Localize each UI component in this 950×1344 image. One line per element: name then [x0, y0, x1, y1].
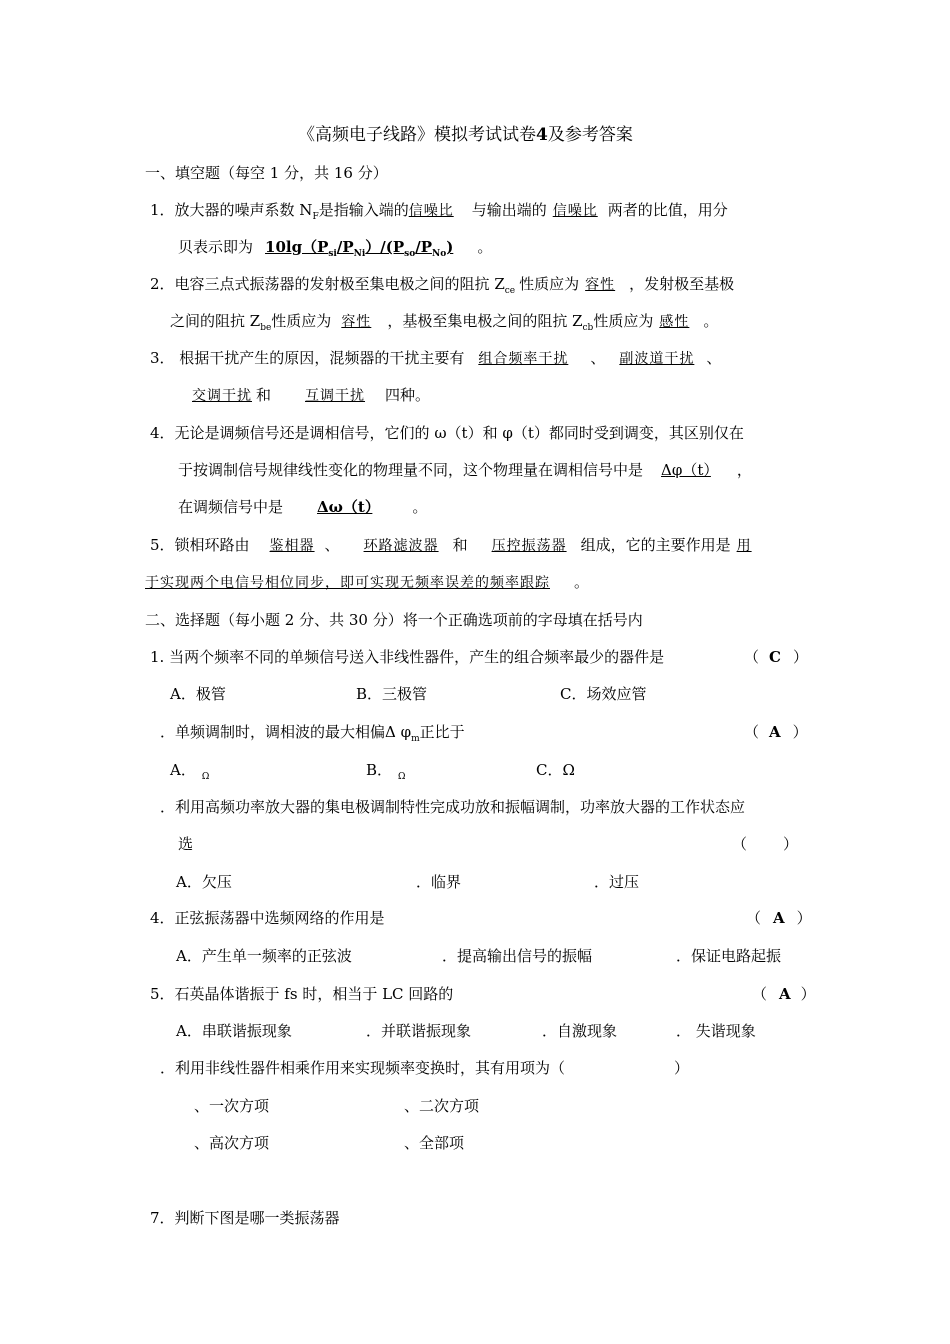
question-text: 性质应为 [593, 312, 654, 330]
section-heading-multiple-choice: 二、选择题（每小题 2 分、共 30 分）将一个正确选项前的字母填在括号内 [145, 611, 643, 629]
question-text: 于按调制信号规律线性变化的物理量不同，这个物理量在调相信号中是 [178, 461, 644, 479]
option-c: C．场效应管 [560, 685, 647, 703]
option-c: ．保证电路起振 [676, 947, 782, 965]
punctuation: 、 [324, 536, 340, 554]
subscript: so [404, 249, 416, 259]
question-text: 在调频信号中是 [178, 498, 284, 516]
question-text: 正比于 [419, 723, 465, 741]
punctuation: 。 [477, 238, 493, 256]
option-d: ． 失谐现象 [676, 1022, 756, 1040]
question-1-line-1 [150, 200, 728, 221]
answer-letter: C [769, 648, 781, 666]
question-text: 3． 根据干扰产生的原因，混频器的干扰主要有 [150, 349, 465, 367]
question-text: ，基极至集电极之间的阻抗 Z [387, 312, 583, 330]
bracket: （ [744, 723, 760, 741]
choice-3-question-cont: 选 [178, 835, 194, 853]
question-4-line-2 [178, 460, 752, 480]
option-label: A． [170, 761, 196, 779]
answer-blank: 容性 [341, 314, 372, 330]
question-text: 与输出端的 [471, 201, 547, 219]
punctuation: ， [736, 461, 752, 479]
question-text: 是指输入端的 [318, 201, 409, 219]
punctuation: 、 [590, 349, 606, 367]
formula-part: ) [446, 238, 454, 256]
question-text: 5．锁相环路由 [150, 536, 250, 554]
option-b: 、二次方项 [404, 1097, 480, 1115]
question-text: 性质应为 [519, 275, 580, 293]
choice-2-question [160, 722, 465, 742]
question-text: 2．电容三点式振荡器的发射极至集电极之间的阻抗 Z [150, 275, 505, 293]
bracket: ） [796, 909, 812, 927]
answer-blank: 副波道干扰 [619, 351, 695, 367]
subscript: Ω [398, 772, 406, 782]
option-a: A．产生单一频率的正弦波 [176, 947, 352, 965]
question-4-line-1: 4．无论是调频信号还是调相信号，它们的 ω（t）和 φ（t）都同时受到调变，其区别仅在 [150, 424, 744, 442]
option-a: A．欠压 [176, 873, 232, 891]
answer-blank: 交调干扰 [192, 388, 252, 404]
choice-6-question: ．利用非线性器件相乘作用来实现频率变换时，其有用项为（ [160, 1059, 566, 1077]
option-a: 、一次方项 [194, 1097, 270, 1115]
answer-blank: Δφ（t） [661, 461, 711, 479]
choice-3-question: ．利用高频功率放大器的集电极调制特性完成功放和振幅调制，功率放大器的工作状态应 [160, 798, 746, 816]
title-suffix: 及参考答案 [547, 125, 633, 145]
punctuation: 。 [703, 312, 719, 330]
question-text: 两者的比值，用分 [607, 201, 728, 219]
option-c: ．自激现象 [542, 1022, 618, 1040]
question-text: 四种。 [385, 386, 431, 404]
answer-letter: A [773, 909, 785, 927]
formula-part: /P [336, 238, 354, 256]
question-4-line-3 [178, 497, 427, 517]
answer-blank: 压控振荡器 [491, 538, 567, 554]
title-number: 4 [536, 125, 548, 145]
answer-blank: 互调干扰 [305, 388, 366, 404]
question-2-line-1 [150, 274, 734, 295]
option-label: B． [366, 761, 393, 779]
question-5-line-1 [150, 535, 752, 556]
bracket: （ [752, 985, 768, 1003]
answer-letter: A [769, 723, 781, 741]
choice-7-question: 7．判断下图是哪一类振荡器 [150, 1209, 340, 1227]
option-b [366, 760, 406, 780]
question-text: ，发射极至基极 [629, 275, 735, 293]
formula-part: /P [415, 238, 432, 256]
question-text: 和 [452, 536, 468, 554]
formula-part: 10lg（P [265, 238, 329, 256]
question-1-line-2 [178, 237, 492, 257]
option-d: 、全部项 [404, 1134, 465, 1152]
question-text: 和 [256, 386, 272, 404]
subscript: F [312, 212, 319, 222]
question-text: 1．放大器的噪声系数 N [150, 201, 313, 219]
bracket: ） [783, 835, 799, 853]
question-text: 之间的阻抗 Z [170, 312, 261, 330]
option-c: ．过压 [594, 873, 640, 891]
question-text: 贝表示即为 [178, 238, 254, 256]
answer-blank: 鉴相器 [269, 538, 315, 554]
question-text: ．单频调制时，调相波的最大相偏Δ φ [160, 723, 412, 741]
option-a: A．极管 [170, 685, 226, 703]
answer-blank: 信噪比 [408, 203, 454, 219]
bracket: （ [746, 909, 762, 927]
answer-letter: A [779, 985, 791, 1003]
subscript: ce [504, 286, 516, 296]
question-3-line-2 [186, 385, 430, 406]
answer-blank [253, 238, 477, 259]
question-5-line-2 [145, 572, 589, 593]
punctuation: 。 [412, 498, 428, 516]
option-b: ．提高输出信号的振幅 [442, 947, 593, 965]
subscript: Ni [353, 249, 366, 259]
answer-blank: 感性 [659, 314, 690, 330]
bracket: ） [792, 723, 808, 741]
answer-blank: 容性 [585, 277, 616, 293]
formula-part: ）/(P [365, 238, 405, 256]
answer-blank: 信噪比 [552, 203, 598, 219]
bracket: （ [744, 648, 760, 666]
answer-bracket [744, 722, 808, 742]
option-b: ．临界 [416, 873, 462, 891]
option-c: C．Ω [536, 761, 575, 779]
answer-blank: 环路滤波器 [363, 538, 439, 554]
bracket: ） [674, 1059, 690, 1077]
punctuation: 、 [706, 349, 722, 367]
answer-blank: Δω（t） [317, 498, 373, 516]
option-b: B．三极管 [356, 685, 428, 703]
answer-blank: 组合频率干扰 [478, 351, 569, 367]
bracket: （ [732, 835, 748, 853]
choice-1-question: 1. 当两个频率不同的单频信号送入非线性器件，产生的组合频率最少的器件是 [150, 648, 665, 666]
option-c: 、高次方项 [194, 1134, 270, 1152]
subscript: Ω [201, 772, 210, 782]
question-3-line-1 [150, 348, 721, 369]
punctuation: 。 [574, 573, 590, 591]
choice-5-question: 5．石英晶体谐振于 fs 时，相当于 LC 回路的 [150, 985, 454, 1003]
answer-bracket [746, 908, 812, 928]
page-title [298, 125, 633, 145]
subscript: si [328, 249, 337, 259]
choice-4-question: 4．正弦振荡器中选频网络的作用是 [150, 909, 385, 927]
option-a [170, 760, 209, 780]
question-text: 性质应为 [271, 312, 332, 330]
answer-bracket [732, 834, 798, 854]
section-heading-fill-blank: 一、填空题（每空 1 分，共 16 分） [145, 164, 388, 182]
bracket: ） [792, 648, 808, 666]
option-b: ．并联谐振现象 [366, 1022, 472, 1040]
bracket: ） [800, 985, 816, 1003]
answer-blank: 用 [736, 538, 752, 554]
subscript: No [431, 249, 447, 259]
answer-bracket [744, 647, 808, 667]
title-text: 《高频电子线路》模拟考试试卷 [298, 125, 536, 145]
subscript: cb [582, 323, 594, 333]
subscript: be [260, 323, 272, 333]
answer-bracket [752, 984, 816, 1004]
subscript: m [411, 734, 420, 744]
option-a: A．串联谐振现象 [176, 1022, 292, 1040]
question-2-line-2 [170, 311, 718, 332]
answer-blank: 于实现两个电信号相位同步，即可实现无频率误差的频率跟踪 [145, 575, 550, 591]
question-text: 组成，它的主要作用是 [580, 536, 731, 554]
